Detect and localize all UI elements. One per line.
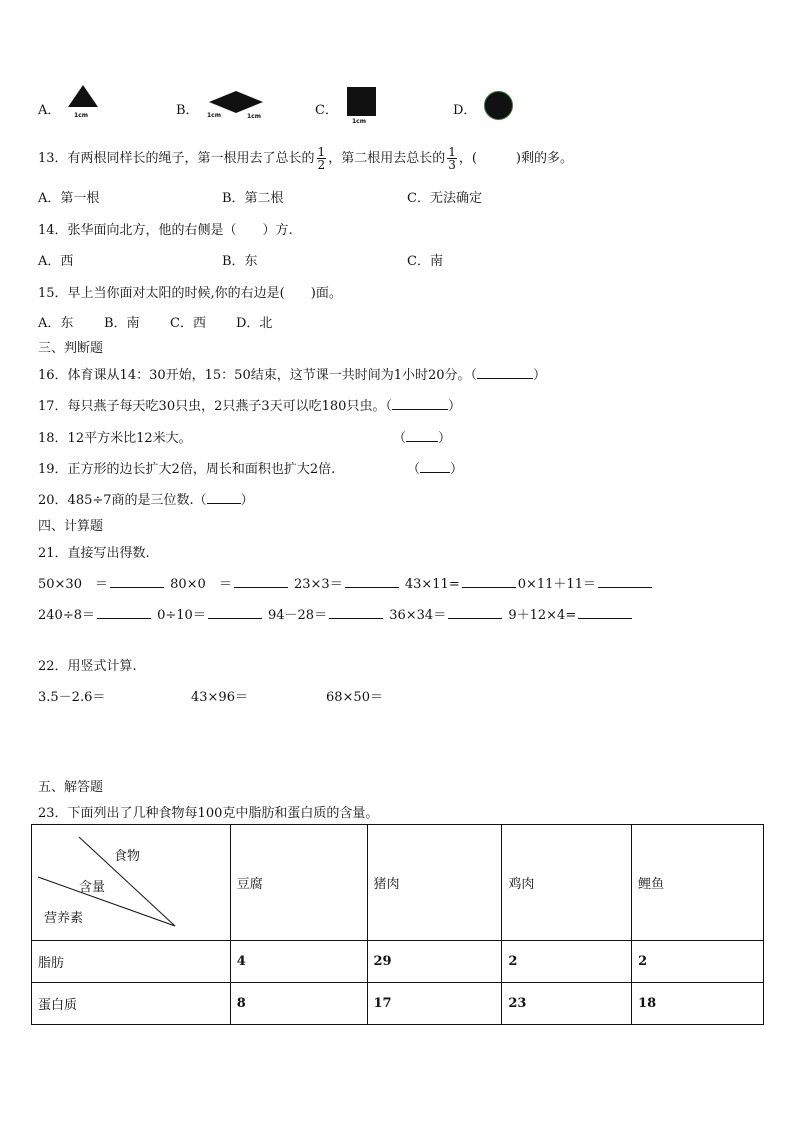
q12-option-a-label: 1cm [74,112,88,119]
row-label-protein: 蛋白质 [32,983,231,1025]
q12-option-c-letter: C． [315,103,338,118]
q21-r1-expr-1: 50×30 ＝ [38,577,108,592]
q18-close-paren: ） [438,431,452,446]
q15-option-b[interactable]: B．南 [104,316,140,331]
section-4-heading: 四、计算题 [38,519,104,534]
table-row [32,941,764,983]
q13-option-b[interactable]: B．第二根 [222,191,284,206]
square-icon [347,87,376,116]
q17-statement [38,395,461,414]
q20-close-paren: ） [240,493,254,508]
q21-r2-answer-2[interactable] [208,606,262,619]
q14-option-b[interactable]: B．东 [222,254,258,269]
q17-answer-blank[interactable] [392,397,448,410]
protein-value-2: 17 [367,983,502,1025]
q21-row-2 [38,604,634,623]
q22-title: 22．用竖式计算. [38,659,137,674]
q20-text: 20．485÷7商的是三位数.（ [38,493,207,508]
q13-fraction-2 [447,146,457,171]
q19-answer-blank[interactable] [420,460,450,473]
fat-value-1: 4 [230,941,367,983]
fat-value-4: 2 [632,941,764,983]
circle-icon [484,91,513,120]
q13-text-b: ，第二根用去总长的 [328,151,446,166]
q13-text-c: ，( )剩的多。 [458,151,573,166]
q19-statement [38,458,335,477]
q13-fraction-2-numerator: 1 [448,145,456,159]
rhombus-icon [207,90,265,114]
q21-r2-answer-3[interactable] [329,606,383,619]
q14-option-a[interactable]: A．西 [38,254,74,269]
q21-r1-expr-3: 23×3＝ [293,577,343,592]
header-food-label: 食物 [114,849,141,864]
q16-statement [38,364,546,383]
header-nutrient-label: 营养素 [44,911,84,926]
q21-r2-expr-1: 240÷8＝ [38,608,95,623]
q13-fraction-1-denominator: 2 [317,158,326,172]
q15-question: 15．早上当你面对太阳的时候,你的右边是( )面。 [38,286,342,301]
q21-r2-answer-1[interactable] [97,606,151,619]
row-label-fat: 脂肪 [32,941,231,983]
q22-item-1: 3.5－2.6＝ [38,690,106,705]
q21-r1-answer-3[interactable] [345,575,399,588]
q12-option-b-label-1: 1cm [207,112,221,119]
protein-value-4: 18 [632,983,764,1025]
table-header-row [32,825,764,941]
q21-r1-answer-2[interactable] [234,575,288,588]
q14-question: 14．张华面向北方，他的右侧是（ ）方. [38,223,293,238]
q19-answer [407,458,463,477]
q20-answer-blank[interactable] [207,491,241,504]
q21-r2-expr-3: 94－28＝ [267,608,328,623]
q16-close-paren: ） [533,368,547,383]
section-3-heading: 三、判断题 [38,341,104,356]
q17-close-paren: ） [447,399,461,414]
nutrition-table [31,824,764,1025]
q14-option-c[interactable]: C．南 [407,254,443,269]
q21-r2-expr-4: 36×34＝ [389,608,447,623]
q18-answer [393,427,451,446]
q13-fraction-1-numerator: 1 [317,145,326,159]
q21-row-1 [38,573,654,592]
q15-option-d[interactable]: D．北 [236,316,273,331]
food-header-3: 鸡肉 [502,825,632,941]
q21-r1-answer-5[interactable] [598,575,652,588]
q21-r2-answer-5[interactable] [578,606,632,619]
q19-text: 19．正方形的边长扩大2倍，周长和面积也扩大2倍. [38,462,336,477]
q12-option-a-letter: A． [38,103,61,118]
q13-fraction-2-denominator: 3 [448,158,456,172]
q13-question [38,141,573,177]
q21-r2-expr-5: 9＋12×4= [508,608,577,623]
q19-close-paren: ） [450,462,464,477]
q23-title: 23．下面列出了几种食物每100克中脂肪和蛋白质的含量。 [38,806,379,821]
q21-title: 21．直接写出得数. [38,546,150,561]
q21-r2-answer-4[interactable] [448,606,502,619]
q21-r1-answer-4[interactable] [462,575,516,588]
q20-statement [38,489,254,508]
q12-option-b-letter: B． [176,103,199,118]
q18-answer-blank[interactable] [406,429,438,442]
q12-option-b-label-2: 1cm [247,113,261,120]
q19-open-paren: （ [407,462,421,477]
section-5-heading: 五、解答题 [38,780,104,795]
q18-text: 18．12平方米比12米大。 [38,431,192,446]
q12-option-c-label: 1cm [352,118,366,125]
q21-r1-answer-1[interactable] [110,575,164,588]
table-row [32,983,764,1025]
q13-option-a[interactable]: A．第一根 [38,191,100,206]
diagonal-header-cell [32,825,231,941]
q18-open-paren: （ [393,431,407,446]
header-amount-label: 含量 [79,880,106,895]
food-header-1: 豆腐 [230,825,367,941]
q21-r2-expr-2: 0÷10＝ [157,608,206,623]
protein-value-3: 23 [502,983,632,1025]
q22-item-3: 68×50＝ [326,690,383,705]
q22-item-2: 43×96＝ [191,690,248,705]
food-header-2: 猪肉 [367,825,502,941]
q21-r1-expr-2: 80×0 ＝ [170,577,232,592]
q13-option-c[interactable]: C．无法确定 [407,191,482,206]
q16-text: 16．体育课从14：30开始，15：50结束，这节课一共时间为1小时20分。（ [38,368,478,383]
food-header-4: 鲤鱼 [632,825,764,941]
q17-text: 17．每只燕子每天吃30只虫，2只燕子3天可以吃180只虫。（ [38,399,392,414]
fat-value-3: 2 [502,941,632,983]
fat-value-2: 29 [367,941,502,983]
q16-answer-blank[interactable] [477,366,533,379]
q12-option-d-letter: D． [453,103,477,118]
q15-option-c[interactable]: C．西 [170,316,206,331]
triangle-icon [66,84,100,110]
q13-text-a: 13．有两根同样长的绳子，第一根用去了总长的 [38,151,315,166]
q21-r1-expr-5: 0×11＋11＝ [517,577,596,592]
protein-value-1: 8 [230,983,367,1025]
q21-r1-expr-4: 43×11= [404,577,460,592]
q18-statement [38,427,192,446]
q13-fraction-1 [317,146,327,171]
q15-option-a[interactable]: A．东 [38,316,74,331]
